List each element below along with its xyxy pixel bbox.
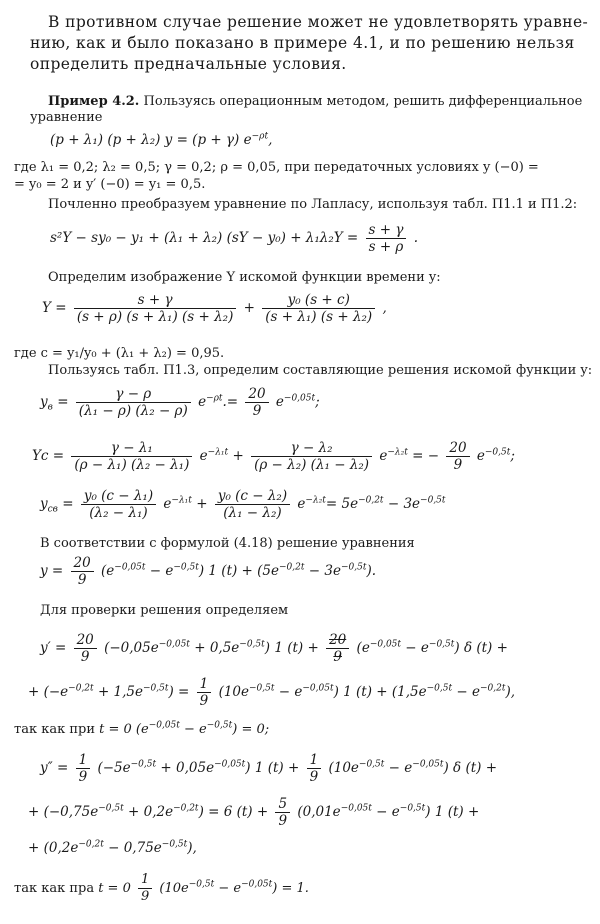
intro-line-1: В противном случае решение может не удовлетворять уравне- bbox=[48, 13, 589, 31]
equation-image-Y: Y = $\frac{s + \gamma}{\text{(s + ρ) (s + λ₁) (s + λ₂)}}$ + $\frac{\text{y₀ (s + c)}}{\text{(s + λ₁) (s + λ₂)}}$ , bbox=[42, 292, 387, 325]
equation-first-derivative-2: + $(-e^{-0,2t} + 1,5e^{-0,5t})$ = $\frac{1}{9}$ $(10e^{-0,5t} - e^{-0,05t})$ 1 $(t) + (1,5e^{-0,5t} - e^{-0,2t})$, bbox=[28, 676, 516, 709]
equation-first-derivative-1: y′ = $\frac{20}{9}$ $(-0,05e^{-0,05t} + 0,5e^{-0,5t})$ 1 (t) + $\frac{20}{9}$ $(e^{-0,05t} - e^{-0,5t})$ δ (t) + bbox=[40, 632, 508, 665]
intro-line-2: нию, как и было показано в примере 4.1, и по решению нельзя bbox=[30, 34, 575, 52]
equation-second-derivative-1: y″ = $\frac{1}{9}$ $(-5e^{-0,5t} + 0,05e^{-0,05t})$ 1 (t) + $\frac{1}{9}$ $(10e^{-0,5t} - e^{-0,05t})$ δ (t) + bbox=[40, 752, 498, 785]
equation-y-c: Yc = $\frac{\text{γ − λ₁}}{\text{(ρ − λ₁) (λ₂ − λ₁)}}$ $e^{-\lambda_1t}$ + $\frac{\text{γ − λ₂}}{\text{(ρ − λ₂) (λ₁ − λ₂)}}$ $e^{-\lambda_2t}$ = − $\frac{20}{9}$ $e^{-0,5t}$; bbox=[32, 440, 515, 473]
check-text: Для проверки решения определяем bbox=[40, 603, 289, 618]
intro-line-3: определить предначальные условия. bbox=[30, 55, 347, 73]
accord-text: В соответствии с формулой (4.18) решение уравнения bbox=[40, 536, 415, 551]
parameters-line-2: = y₀ = 2 и y′ (−0) = y₁ = 0,5. bbox=[14, 177, 206, 192]
example-label: Пример 4.2. bbox=[48, 94, 140, 109]
condition-line-2: так как пра t = 0 $\frac{1}{9}$ $(10e^{-0,5t} - e^{-0,05t}) = 1$. bbox=[14, 872, 309, 904]
example-statement-text: Пользуясь операционным методом, решить дифференциальное bbox=[143, 94, 583, 109]
equation-second-derivative-3: + $(0,2e^{-0,2t} - 0,75e^{-0,5t})$, bbox=[28, 839, 197, 856]
equation-ode: (p + λ₁) (p + λ₂) y = (p + γ) $e^{-\rho t}$, bbox=[50, 131, 273, 148]
equation-solution: y = $\frac{20}{9}$ $(e^{-0,05t} - e^{-0,5t})$ 1 $(t) + (5e^{-0,2t} - 3e^{-0,5t})$. bbox=[40, 555, 377, 588]
example-statement-line-2: уравнение bbox=[30, 110, 103, 125]
table-text: Пользуясь табл. П1.3, определим составляющие решения искомой функции y: bbox=[48, 363, 593, 378]
equation-y-free: $y_{св}$ = $\frac{\text{y₀ (c − λ₁)}}{\text{(λ₂ − λ₁)}}$ $e^{-\lambda_1t}$ + $\frac{\text{y₀ (c − λ₂)}}{\text{(λ₁ − λ₂)}}$ $e^{-\lambda_2t}= 5e^{-0,2t} - 3e^{-0,5t}$ bbox=[40, 488, 446, 521]
image-text: Определим изображение Y искомой функции времени y: bbox=[48, 270, 441, 285]
laplace-text: Почленно преобразуем уравнение по Лапласу, используя табл. П1.1 и П1.2: bbox=[48, 197, 578, 212]
condition-line-1: так как при t = 0 $(e^{-0,05t} - e^{-0,5t}) = 0$; bbox=[14, 720, 270, 737]
example-statement-line-1 bbox=[48, 94, 582, 109]
equation-second-derivative-2: + $(-0,75e^{-0,5t} + 0,2e^{-0,2t}) = 6$ (t) + $\frac{5}{9}$ $(0,01e^{-0,05t} - e^{-0,5t})$ 1 (t) + bbox=[28, 796, 480, 829]
c-definition: где c = y₁/y₀ + (λ₁ + λ₂) = 0,95. bbox=[14, 346, 225, 361]
equation-y-forced: $y_в$ = $\frac{\gamma - \rho}{\text{(λ₁ − ρ) (λ₂ − ρ)}}$ $e^{-\rho t}.=$ $\frac{20}{9}$ $e^{-0,05t}$; bbox=[40, 386, 320, 419]
equation-laplace: s²Y − sy₀ − y₁ + (λ₁ + λ₂) (sY − y₀) + λ₁λ₂Y = $\frac{s + \gamma}{s + \rho}$ . bbox=[50, 222, 419, 255]
parameters-line-1: где λ₁ = 0,2; λ₂ = 0,5; γ = 0,2; ρ = 0,05, при передаточных условиях y (−0) = bbox=[14, 160, 539, 175]
